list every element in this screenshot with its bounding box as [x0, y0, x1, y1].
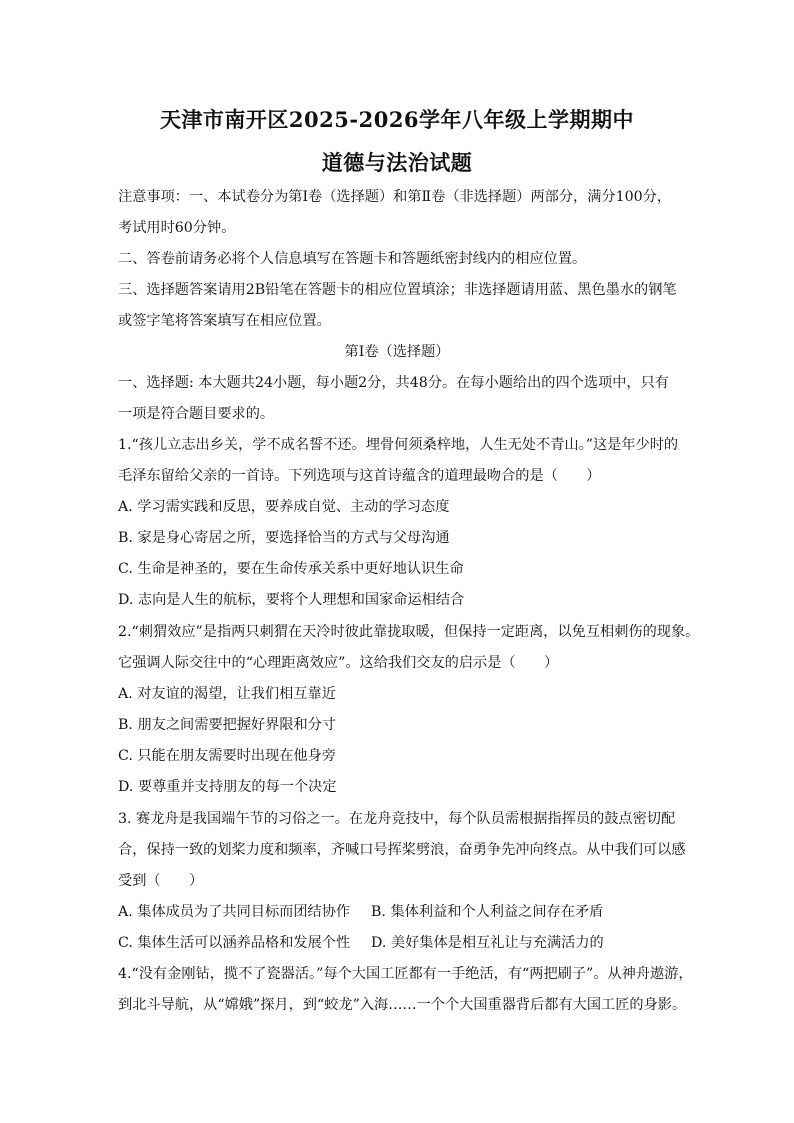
notes-line-5: 或签字笔将答案填写在相应位置。 — [118, 313, 331, 329]
question-2-option-b: B. 朋友之间需要把握好界限和分寸 — [118, 717, 337, 733]
question-1-stem-2: 毛泽东留给父亲的一首诗。下列选项与这首诗蕴含的道理最吻合的是（ ） — [118, 468, 601, 484]
question-1-option-c: C. 生命是神圣的，要在生命传承关系中更好地认识生命 — [118, 561, 464, 577]
question-1-option-d: D. 志向是人生的航标，要将个人理想和国家命运相结合 — [118, 592, 465, 608]
question-3-stem-1: 3. 赛龙舟是我国端午节的习俗之一。在龙舟竞技中，每个队员需根据指挥员的鼓点密切配 — [118, 811, 676, 827]
question-4-stem-2: 到北斗导航，从“嫦娥”探月，到“蛟龙”入海……一个个大国重器背后都有大国工匠的身影。 — [118, 997, 687, 1013]
question-3-option-b: B. 集体利益和个人利益之间存在矛盾 — [371, 904, 604, 920]
exam-subtitle: 道德与法治试题 — [321, 150, 473, 175]
notes-line-1: 注意事项：一、本试卷分为第Ⅰ卷（选择题）和第Ⅱ卷（非选择题）两部分，满分100分， — [118, 189, 672, 205]
question-4-stem-1: 4.“没有金刚钻，揽不了瓷器活。”每个大国工匠都有一手绝活，有“两把刷子”。从神舟遨游， — [118, 966, 693, 982]
question-3-option-d: D. 美好集体是相互礼让与充满活力的 — [371, 935, 604, 951]
section-intro-1: 一、选择题: 本大题共24小题，每小题2分，共48分。在每小题给出的四个选项中，只有 — [118, 375, 669, 391]
question-3-option-a: A. 集体成员为了共同目标而团结协作 — [118, 904, 351, 920]
section-intro-2: 一项是符合题目要求的。 — [118, 406, 275, 422]
question-3-stem-3: 受到（ ） — [118, 873, 204, 889]
section-title: 第Ⅰ卷（选择题） — [344, 344, 450, 360]
question-1-option-a: A. 学习需实践和反思，要养成自觉、主动的学习态度 — [118, 499, 450, 515]
exam-title: 天津市南开区2025-2026学年八年级上学期期中 — [159, 107, 635, 132]
question-3-option-c: C. 集体生活可以涵养品格和发展个性 — [118, 935, 351, 951]
question-2-option-d: D. 要尊重并支持朋友的每一个决定 — [118, 779, 337, 795]
notes-line-2: 考试用时60分钟。 — [118, 220, 236, 236]
notes-line-3: 二、答卷前请务必将个人信息填写在答题卡和答题纸密封线内的相应位置。 — [118, 251, 587, 267]
question-2-option-c: C. 只能在朋友需要时出现在他身旁 — [118, 748, 336, 764]
question-1-option-b: B. 家是身心寄居之所，要选择恰当的方式与父母沟通 — [118, 530, 450, 546]
notes-line-4: 三、选择题答案请用2B铅笔在答题卡的相应位置填涂；非选择题请用蓝、黑色墨水的钢笔 — [118, 282, 677, 298]
question-1-stem-1: 1.“孩儿立志出乡关，学不成名誓不还。埋骨何须桑梓地，人生无处不青山。”这是年少时的 — [118, 437, 679, 453]
question-2-stem-2: 它强调人际交往中的“心理距离效应”。这给我们交友的启示是（ ） — [118, 655, 559, 671]
question-2-option-a: A. 对友谊的渴望，让我们相互靠近 — [118, 686, 336, 702]
question-2-stem-1: 2.“刺猬效应”是指两只刺猬在天冷时彼此靠拢取暖，但保持一定距离，以免互相刺伤的现象。 — [118, 624, 700, 640]
question-3-stem-2: 合，保持一致的划桨力度和频率，齐喊口号挥桨劈浪，奋勇争先冲向终点。从中我们可以感 — [118, 842, 686, 858]
